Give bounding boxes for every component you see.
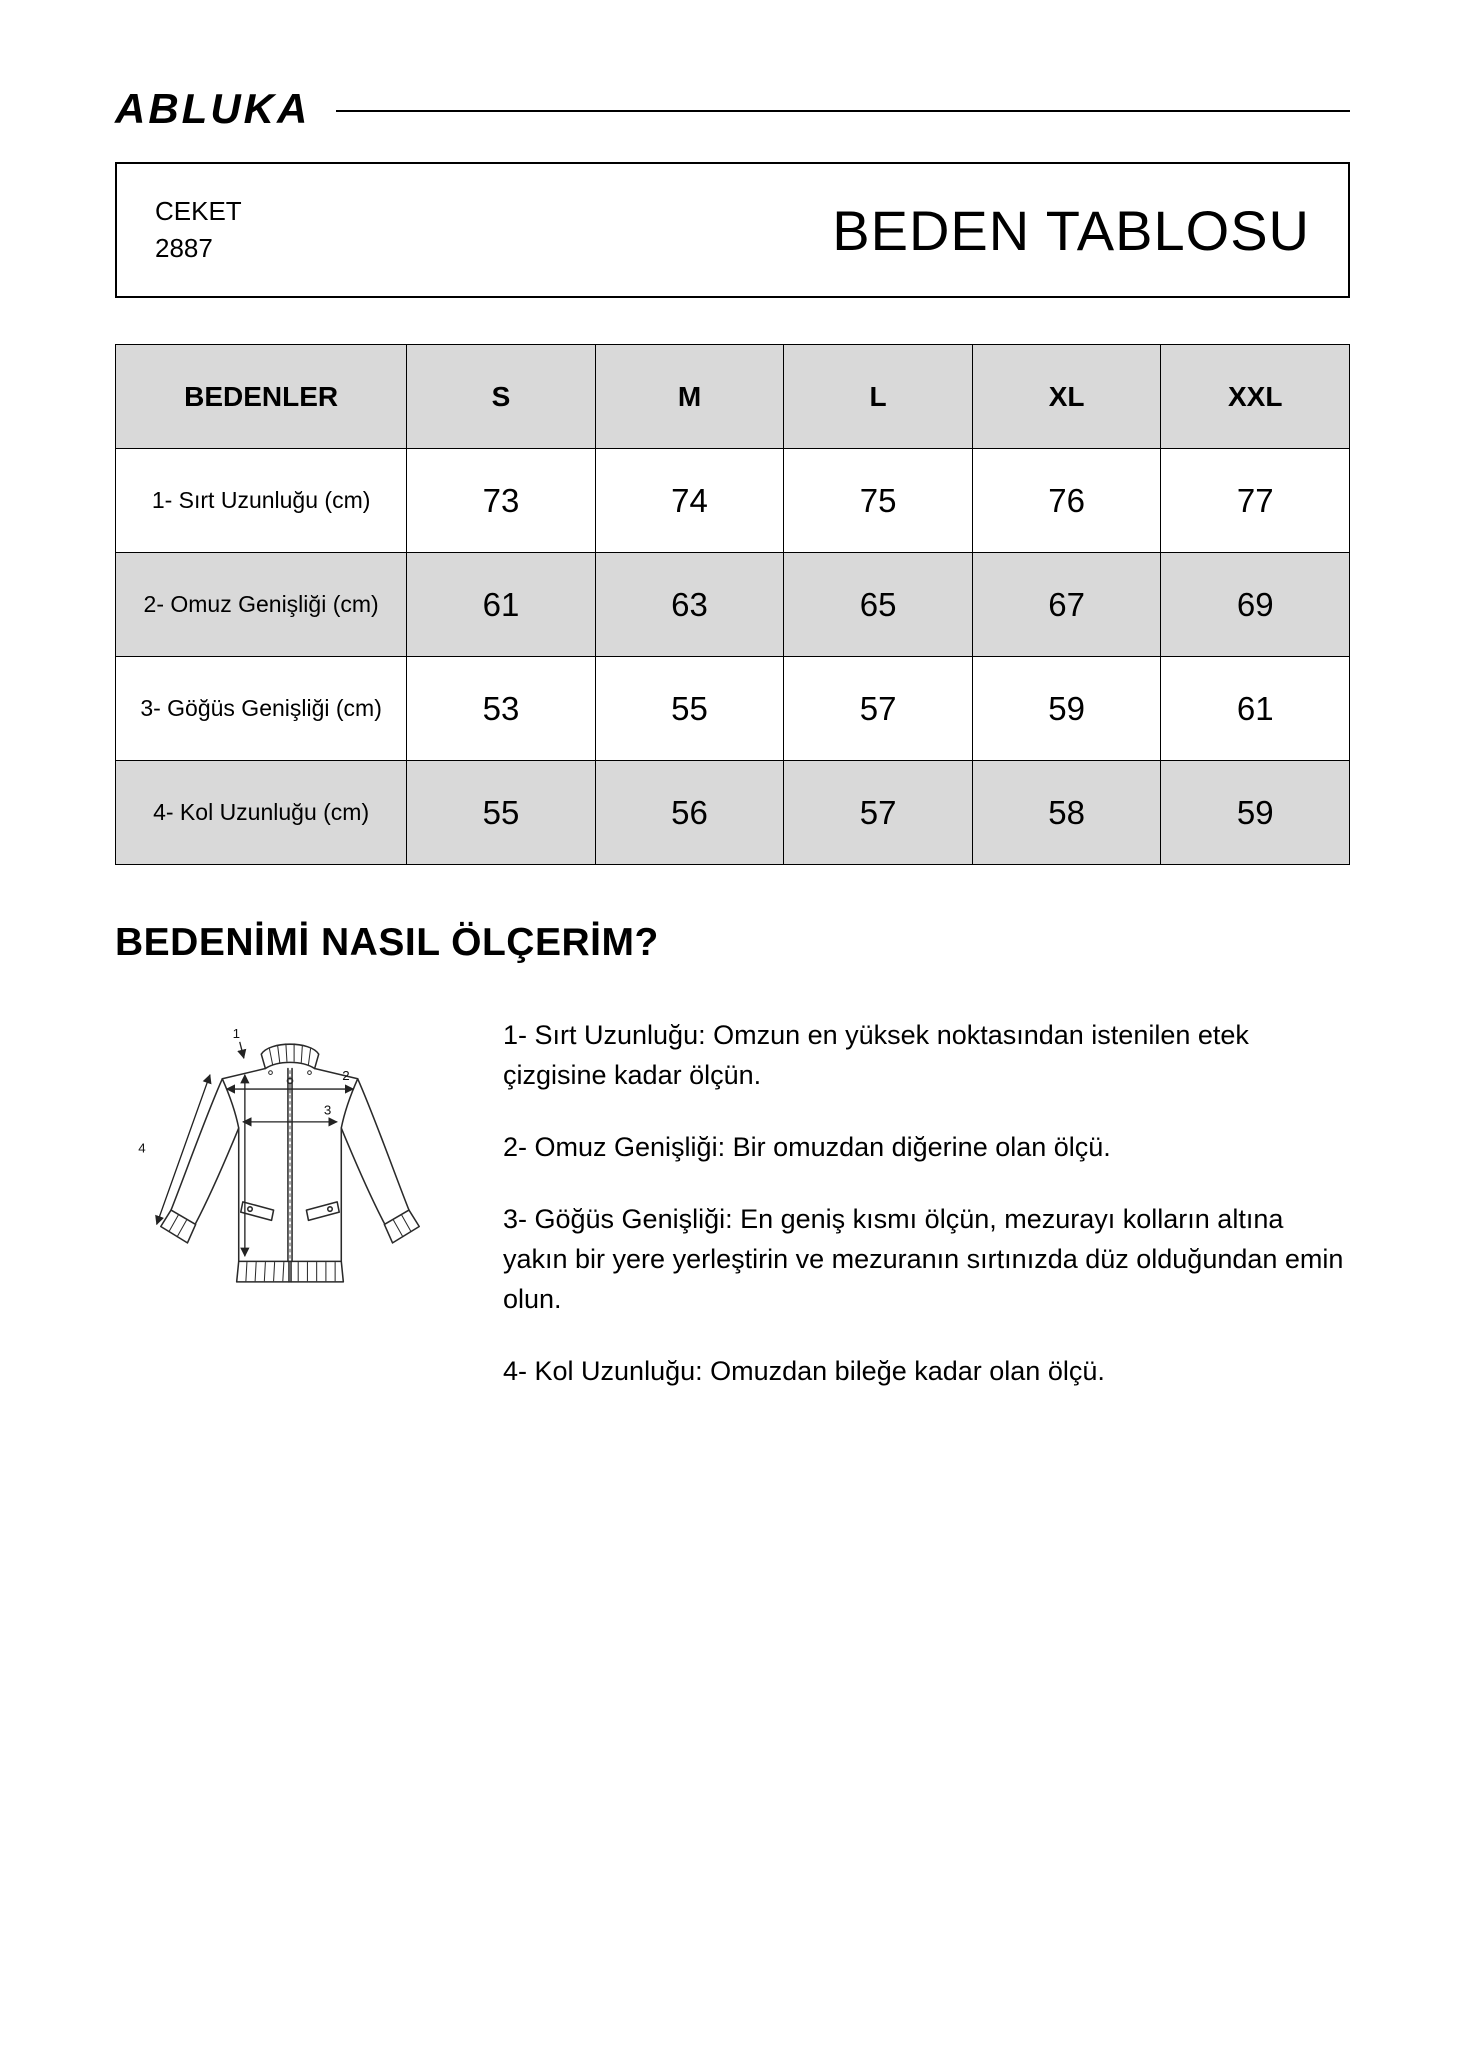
title-box: [115, 162, 1350, 298]
measurement-marker-labels: [138, 1026, 350, 1156]
size-value: 76: [972, 449, 1161, 553]
size-value: 53: [407, 657, 596, 761]
column-header-bedenler: BEDENLER: [116, 345, 407, 449]
size-value: 59: [972, 657, 1161, 761]
instruction-sleeve-length: 4- Kol Uzunluğu: Omuzdan bileğe kadar olan ölçü.: [503, 1356, 1105, 1386]
brand-header: [115, 86, 1350, 132]
product-code: 2887: [155, 233, 213, 263]
marker-label-2: 2: [342, 1067, 350, 1083]
size-value: 77: [1161, 449, 1350, 553]
size-value: 65: [784, 553, 973, 657]
measurement-label: 2- Omuz Genişliği (cm): [116, 553, 407, 657]
product-info: [155, 193, 242, 267]
table-row-sleeve-length: [116, 761, 1350, 865]
size-value: 61: [1161, 657, 1350, 761]
instruction-shoulder-width: 2- Omuz Genişliği: Bir omuzdan diğerine olan ölçü.: [503, 1132, 1111, 1162]
size-value: 59: [1161, 761, 1350, 865]
size-value: 55: [595, 657, 784, 761]
size-value: 75: [784, 449, 973, 553]
column-header-l: L: [784, 345, 973, 449]
size-value: 73: [407, 449, 596, 553]
marker-label-1: 1: [232, 1025, 240, 1041]
section-heading: BEDENİMİ NASIL ÖLÇERİM?: [115, 921, 659, 964]
table-row-back-length: [116, 449, 1350, 553]
size-value: 58: [972, 761, 1161, 865]
size-value: 61: [407, 553, 596, 657]
page-title: BEDEN TABLOSU: [832, 198, 1310, 262]
jacket-diagram: [115, 1007, 465, 1391]
size-value: 57: [784, 761, 973, 865]
table-row-shoulder-width: [116, 553, 1350, 657]
instruction-chest-width: 3- Göğüs Genişliği: En geniş kısmı ölçün, mezurayı kolların altına yakın bir yere yerleştirin ve mezuranın sırtınızda düz olduğundan emin olun.: [503, 1204, 1344, 1314]
column-header-xl: XL: [972, 345, 1161, 449]
instruction-back-length: 1- Sırt Uzunluğu: Omzun en yüksek noktasından istenilen etek çizgisine kadar ölçün.: [503, 1020, 1249, 1090]
brand-logo: ABLUKA: [115, 85, 311, 132]
measurement-instructions: [503, 1007, 1350, 1391]
measurement-label: 4- Kol Uzunluğu (cm): [116, 761, 407, 865]
table-header-row: [116, 345, 1350, 449]
size-value: 56: [595, 761, 784, 865]
column-header-s: S: [407, 345, 596, 449]
jacket-outline: [161, 1044, 419, 1282]
size-value: 67: [972, 553, 1161, 657]
marker-label-3: 3: [323, 1102, 332, 1118]
measurement-label: 1- Sırt Uzunluğu (cm): [116, 449, 407, 553]
measurement-label: 3- Göğüs Genişliği (cm): [116, 657, 407, 761]
jacket-measurement-illustration: [115, 1007, 465, 1327]
size-value: 63: [595, 553, 784, 657]
size-value: 55: [407, 761, 596, 865]
size-value: 74: [595, 449, 784, 553]
measure-section: [115, 1007, 1350, 1391]
column-header-m: M: [595, 345, 784, 449]
table-row-chest-width: [116, 657, 1350, 761]
product-type: CEKET: [155, 196, 242, 226]
size-value: 57: [784, 657, 973, 761]
measurement-arrows: [157, 1042, 354, 1256]
header-divider-line: [336, 110, 1350, 112]
size-value: 69: [1161, 553, 1350, 657]
column-header-xxl: XXL: [1161, 345, 1350, 449]
size-table: [115, 344, 1350, 865]
marker-label-4: 4: [138, 1140, 146, 1156]
